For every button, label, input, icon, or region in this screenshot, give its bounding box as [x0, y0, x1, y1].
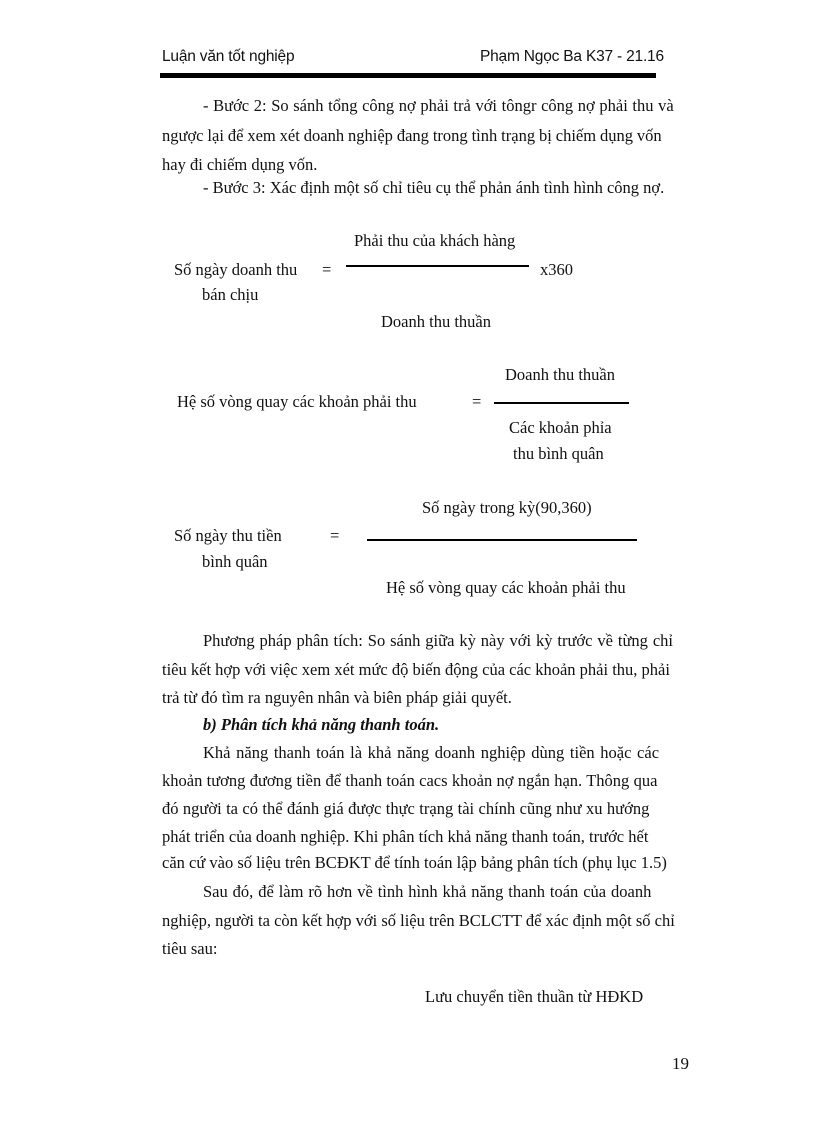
header-title: Luận văn tốt nghiệp	[162, 48, 295, 65]
header-author: Phạm Ngọc Ba K37 - 21.16	[480, 48, 664, 65]
formula1-denominator: Doanh thu thuần	[381, 312, 491, 331]
formula1-fraction-bar	[346, 265, 529, 267]
formula1-label-line1: Số ngày doanh thu	[174, 260, 298, 279]
formula2-denominator-line1: Các khoản phỉa	[509, 418, 612, 437]
formula3-equals: =	[330, 526, 340, 545]
formula3-label-line2: bình quân	[202, 552, 268, 571]
formula1-equals: =	[322, 260, 332, 279]
step2-line-1: - Bước 2: So sánh tổng công nợ phải trả với tôngr công nợ phải thu và	[203, 96, 674, 115]
formula1-numerator: Phải thu của khách hàng	[354, 231, 516, 250]
formula2-label: Hệ số vòng quay các khoản phải thu	[177, 392, 417, 411]
step2-line-3: hay đi chiếm dụng vốn.	[162, 155, 318, 174]
method-line-2: tiêu kết hợp với việc xem xét mức độ biến động của các khoản phải thu, phải	[162, 660, 670, 679]
after-line-2: nghiệp, người ta còn kết hợp với số liệu trên BCLCTT để xác định một số chỉ	[162, 911, 675, 930]
method-line-3: trả từ đó tìm ra nguyên nhân và biên pháp giải quyết.	[162, 688, 512, 707]
liquidity-line-4: phát triển của doanh nghiệp. Khi phân tích khả năng thanh toán, trước hết	[162, 827, 649, 846]
page-number: 19	[672, 1054, 689, 1073]
liquidity-line-3: đó người ta có thể đánh giá được thực trạng tài chính cũng như xu hướng	[162, 799, 650, 818]
formula3-fraction-bar	[367, 539, 637, 541]
header-rule	[160, 73, 656, 78]
after-line-3: tiêu sau:	[162, 939, 218, 958]
step2-line-2: ngược lại để xem xét doanh nghiệp đang trong tình trạng bị chiếm dụng vốn	[162, 126, 662, 145]
liquidity-line-2: khoản tương đương tiền để thanh toán cacs khoản nợ ngắn hạn. Thông qua	[162, 771, 658, 790]
liquidity-line-5: căn cứ vào số liệu trên BCĐKT để tính toán lập bảng phân tích (phụ lục 1.5)	[162, 853, 667, 872]
formula3-denominator: Hệ số vòng quay các khoản phải thu	[386, 578, 626, 597]
liquidity-line-1: Khả năng thanh toán là khả năng doanh nghiệp dùng tiền hoặc các	[203, 743, 660, 762]
method-line-1: Phương pháp phân tích: So sánh giữa kỳ này với kỳ trước về từng chỉ	[203, 631, 674, 650]
formula3-label-line1: Số ngày thu tiền	[174, 526, 282, 545]
formula2-denominator-line2: thu bình quân	[513, 444, 604, 463]
formula1-multiplier: x360	[540, 260, 573, 279]
after-line-1: Sau đó, để làm rõ hơn về tình hình khả năng thanh toán của doanh	[203, 882, 652, 901]
formula2-numerator: Doanh thu thuần	[505, 365, 615, 384]
formula2-equals: =	[472, 392, 482, 411]
formula3-numerator: Số ngày trong kỳ(90,360)	[422, 498, 592, 517]
formula2-fraction-bar	[494, 402, 629, 404]
section-heading: b) Phân tích khả năng thanh toán.	[203, 715, 440, 734]
step3-line: - Bước 3: Xác định một số chỉ tiêu cụ thể phản ánh tình hình công nợ.	[203, 178, 665, 197]
formula4-numerator: Lưu chuyển tiền thuần từ HĐKD	[425, 987, 644, 1006]
formula1-label-line2: bán chịu	[202, 285, 259, 304]
